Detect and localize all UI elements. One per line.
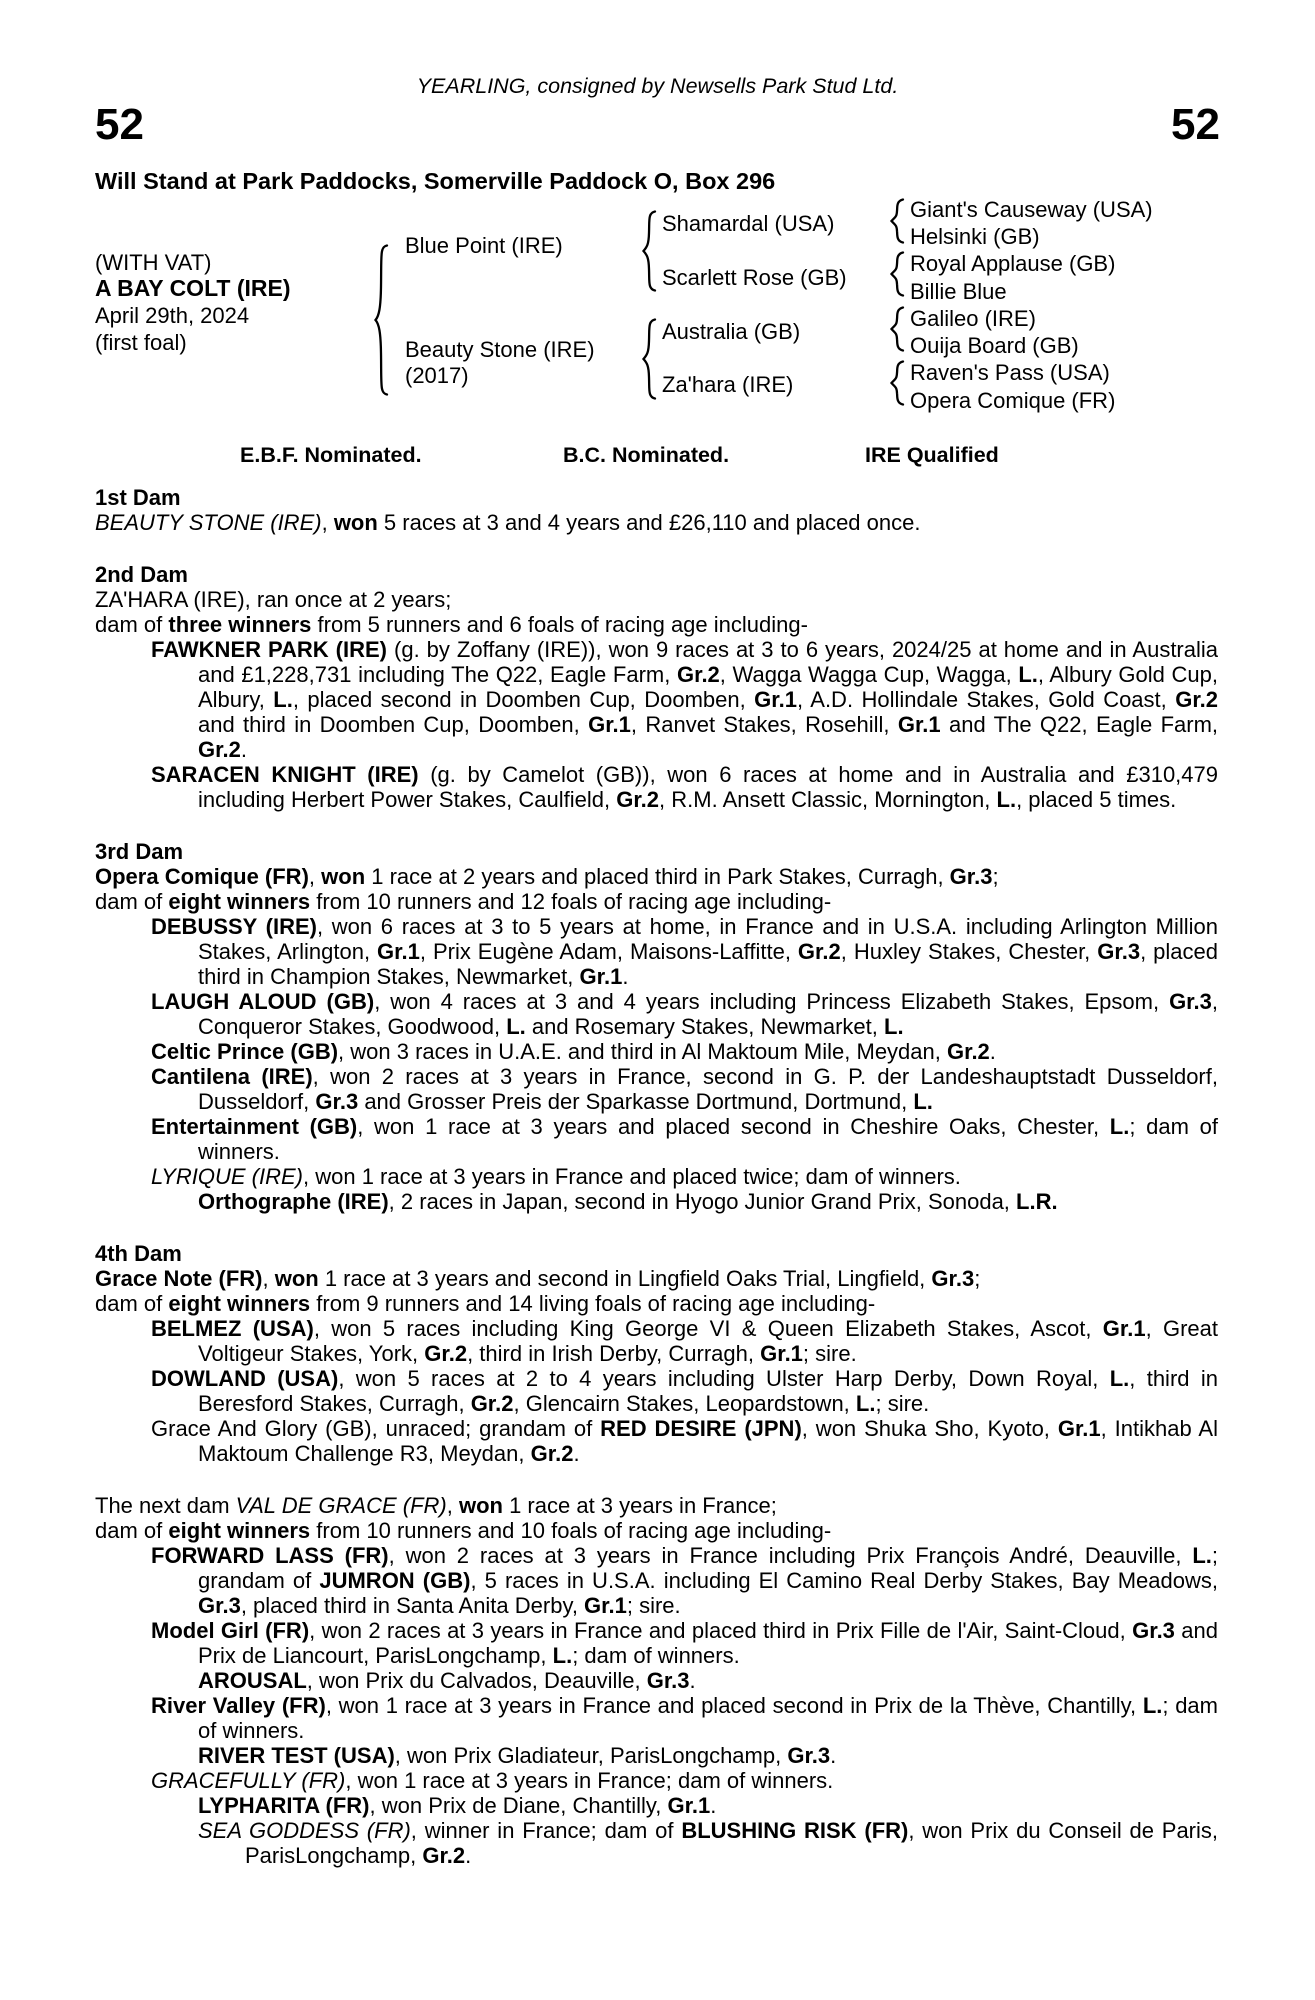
- pedigree-paragraph: Cantilena (IRE), won 2 races at 3 years in France, second in G. P. der Landeshauptstadt Dusseldorf, Dusseldorf, Gr.3 and Grosser Preis der Sparkasse Dortmund, Dortmund, L.: [151, 1064, 1218, 1114]
- pedigree-brace: [884, 251, 906, 297]
- pedigree-paragraph: LYRIQUE (IRE), won 1 race at 3 years in France and placed twice; dam of winners.: [151, 1164, 961, 1189]
- gen3-name-2: Royal Applause (GB): [910, 251, 1116, 276]
- pedigree-paragraph: FAWKNER PARK (IRE) (g. by Zoffany (IRE)), won 9 races at 3 to 6 years, 2024/25 at home and in Australia and £1,228,731 including The Q22, Eagle Farm, Gr.2, Wagga Wagga Cup, Wagga, L., Albury Gold Cup, Albury, L., placed second in Doomben Cup, Doomben, Gr.1, A.D. Hollindale Stakes, Gold Coast, Gr.2 and third in Doomben Cup, Doomben, Gr.1, Ranvet Stakes, Rosehill, Gr.1 and The Q22, Eagle Farm, Gr.2.: [151, 637, 1219, 762]
- pedigree-paragraph: dam of eight winners from 10 runners and 10 foals of racing age including-: [95, 1518, 832, 1543]
- dam-section: [95, 1241, 1218, 1466]
- pedigree-paragraph: Orthographe (IRE), 2 races in Japan, second in Hyogo Junior Grand Prix, Sonoda, L.R.: [198, 1189, 1058, 1214]
- gen3-name-1: Helsinki (GB): [910, 224, 1040, 249]
- pedigree-paragraph: Opera Comique (FR), won 1 race at 2 years and placed third in Park Stakes, Curragh, Gr.3;: [95, 864, 999, 889]
- dam-section: [95, 1493, 1218, 1868]
- sire-name: Blue Point (IRE): [405, 233, 563, 258]
- stand-location-line: Will Stand at Park Paddocks, Somerville Paddock O, Box 296: [95, 168, 776, 194]
- catalogue-body: [95, 485, 1218, 1868]
- bc-nominated-label: B.C. Nominated.: [563, 443, 730, 467]
- gen2-name-0: Shamardal (USA): [662, 211, 835, 236]
- dam-name: Beauty Stone (IRE): [405, 337, 595, 362]
- pedigree-paragraph: dam of eight winners from 10 runners and 12 foals of racing age including-: [95, 889, 832, 914]
- gen2-name-1: Scarlett Rose (GB): [662, 265, 847, 290]
- pedigree-paragraph: ZA'HARA (IRE), ran once at 2 years;: [95, 587, 452, 612]
- pedigree-brace: [636, 318, 658, 400]
- pedigree-paragraph: GRACEFULLY (FR), won 1 race at 3 years in France; dam of winners.: [151, 1768, 834, 1793]
- gen3-name-5: Ouija Board (GB): [910, 333, 1079, 358]
- pedigree-paragraph: DOWLAND (USA), won 5 races at 2 to 4 years including Ulster Harp Derby, Down Royal, L., third in Beresford Stakes, Curragh, Gr.2, Glencairn Stakes, Leopardstown, L.; sire.: [151, 1366, 1218, 1416]
- ebf-nominated-label: E.B.F. Nominated.: [240, 443, 422, 467]
- with-vat-note: (WITH VAT): [95, 250, 212, 275]
- dam-heading: 4th Dam: [95, 1241, 182, 1266]
- pedigree-paragraph: FORWARD LASS (FR), won 2 races at 3 years in France including Prix François André, Deauville, L.; grandam of JUMRON (GB), 5 races in U.S.A. including El Camino Real Derby Stakes, Bay Meadows, Gr.3, placed third in Santa Anita Derby, Gr.1; sire.: [151, 1543, 1219, 1618]
- pedigree-brace: [368, 244, 390, 396]
- pedigree-brace: [636, 210, 658, 292]
- gen2-name-2: Australia (GB): [662, 319, 801, 344]
- consignor-line: YEARLING, consigned by Newsells Park Stud Ltd.: [416, 74, 899, 98]
- pedigree-paragraph: AROUSAL, won Prix du Calvados, Deauville, Gr.3.: [198, 1668, 696, 1693]
- pedigree-paragraph: SARACEN KNIGHT (IRE) (g. by Camelot (GB)), won 6 races at home and in Australia and £310,479 including Herbert Power Stakes, Caulfield, Gr.2, R.M. Ansett Classic, Mornington, L., placed 5 times.: [151, 762, 1218, 812]
- pedigree-paragraph: Grace And Glory (GB), unraced; grandam of RED DESIRE (JPN), won Shuka Sho, Kyoto, Gr.1, Intikhab Al Maktoum Challenge R3, Meydan, Gr.2.: [151, 1416, 1218, 1466]
- dam-heading: 2nd Dam: [95, 562, 188, 587]
- pedigree-paragraph: SEA GODDESS (FR), winner in France; dam of BLUSHING RISK (FR), won Prix du Conseil de Paris, ParisLongchamp, Gr.2.: [198, 1818, 1218, 1868]
- pedigree-paragraph: Model Girl (FR), won 2 races at 3 years in France and placed third in Prix Fille de l'Air, Saint-Cloud, Gr.3 and Prix de Liancourt, ParisLongchamp, L.; dam of winners.: [151, 1618, 1218, 1668]
- dam-section: [95, 562, 1218, 812]
- pedigree-table: [0, 0, 1315, 470]
- pedigree-paragraph: LYPHARITA (FR), won Prix de Diane, Chantilly, Gr.1.: [198, 1793, 717, 1818]
- pedigree-brace: [884, 360, 906, 406]
- ire-qualified-label: IRE Qualified: [865, 443, 999, 467]
- pedigree-paragraph: DEBUSSY (IRE), won 6 races at 3 to 5 years at home, in France and in U.S.A. including Arlington Million Stakes, Arlington, Gr.1, Prix Eugène Adam, Maisons-Laffitte, Gr.2, Huxley Stakes, Chester, Gr.3, placed third in Champion Stakes, Newmarket, Gr.1.: [151, 914, 1218, 989]
- gen3-name-4: Galileo (IRE): [910, 306, 1036, 331]
- pedigree-paragraph: BEAUTY STONE (IRE), won 5 races at 3 and 4 years and £26,110 and placed once.: [95, 510, 921, 535]
- pedigree-paragraph: Grace Note (FR), won 1 race at 3 years and second in Lingfield Oaks Trial, Lingfield, Gr.3;: [95, 1266, 981, 1291]
- pedigree-brace: [884, 198, 906, 244]
- pedigree-paragraph: Celtic Prince (GB), won 3 races in U.A.E. and third in Al Maktoum Mile, Meydan, Gr.2.: [151, 1039, 996, 1064]
- lot-number-right: 52: [1171, 100, 1220, 149]
- gen3-name-0: Giant's Causeway (USA): [910, 197, 1153, 222]
- colt-name: A BAY COLT (IRE): [95, 275, 291, 301]
- pedigree-brace: [884, 306, 906, 352]
- gen3-name-7: Opera Comique (FR): [910, 388, 1116, 413]
- dam-heading: 1st Dam: [95, 485, 181, 510]
- gen2-name-3: Za'hara (IRE): [662, 372, 794, 397]
- dam-year: (2017): [405, 363, 469, 388]
- gen3-name-6: Raven's Pass (USA): [910, 360, 1110, 385]
- pedigree-paragraph: River Valley (FR), won 1 race at 3 years in France and placed second in Prix de la Thève, Chantilly, L.; dam of winners.: [151, 1693, 1218, 1743]
- pedigree-paragraph: RIVER TEST (USA), won Prix Gladiateur, ParisLongchamp, Gr.3.: [198, 1743, 837, 1768]
- pedigree-paragraph: dam of three winners from 5 runners and 6 foals of racing age including-: [95, 612, 808, 637]
- foal-date: April 29th, 2024: [95, 303, 250, 328]
- dam-section: [95, 839, 1218, 1214]
- foal-note: (first foal): [95, 330, 187, 355]
- pedigree-paragraph: The next dam VAL DE GRACE (FR), won 1 race at 3 years in France;: [95, 1493, 777, 1518]
- dam-heading: 3rd Dam: [95, 839, 184, 864]
- pedigree-paragraph: BELMEZ (USA), won 5 races including King George VI & Queen Elizabeth Stakes, Ascot, Gr.1, Great Voltigeur Stakes, York, Gr.2, third in Irish Derby, Curragh, Gr.1; sire.: [151, 1316, 1218, 1366]
- gen3-name-3: Billie Blue: [910, 279, 1007, 304]
- pedigree-paragraph: Entertainment (GB), won 1 race at 3 years and placed second in Cheshire Oaks, Chester, L.; dam of winners.: [151, 1114, 1218, 1164]
- dam-section: [95, 485, 1218, 535]
- pedigree-paragraph: dam of eight winners from 9 runners and 14 living foals of racing age including-: [95, 1291, 876, 1316]
- pedigree-paragraph: LAUGH ALOUD (GB), won 4 races at 3 and 4 years including Princess Elizabeth Stakes, Epsom, Gr.3, Conqueror Stakes, Goodwood, L. and Rosemary Stakes, Newmarket, L.: [151, 989, 1218, 1039]
- lot-number-left: 52: [95, 100, 144, 149]
